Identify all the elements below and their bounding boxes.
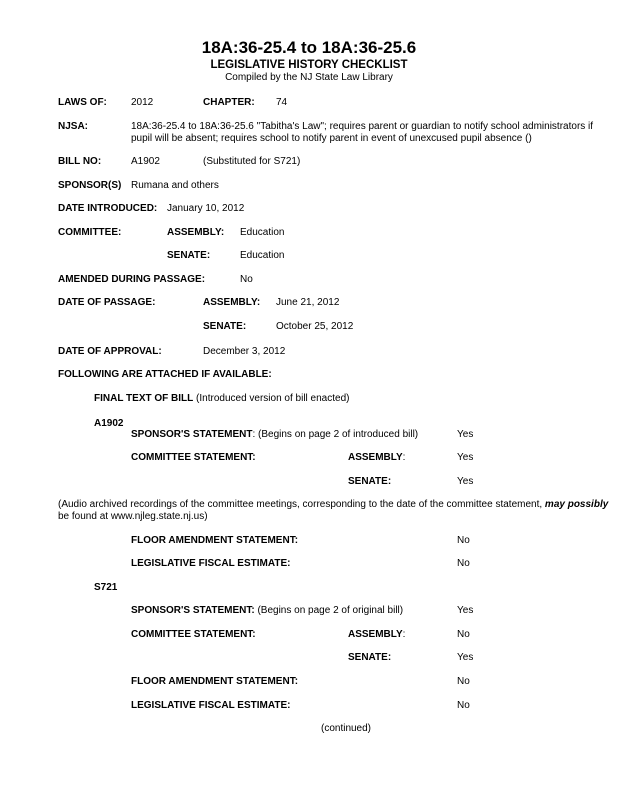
s721-assembly-row [348,629,405,641]
laws-of-value: 2012 [131,97,154,108]
attached-heading: FOLLOWING ARE ATTACHED IF AVAILABLE: [58,369,272,380]
a1902-assembly-label: ASSEMBLY [348,452,403,463]
passage-senate-label: SENATE: [203,321,247,332]
date-introduced-value: January 10, 2012 [167,203,245,214]
committee-senate-value: Education [240,250,285,261]
a1902-sponsor-value: Yes [457,429,474,440]
laws-of-label: LAWS OF: [58,97,107,108]
date-of-approval-label: DATE OF APPROVAL: [58,346,162,357]
s721-committee-label: COMMITTEE STATEMENT: [131,629,256,640]
bill-no-label: BILL NO: [58,156,102,167]
a1902-senate-value: Yes [457,476,474,487]
page-title: 18A:36-25.4 to 18A:36-25.6 [201,38,417,57]
a1902-committee-label: COMMITTEE STATEMENT: [131,452,256,463]
final-text-label: FINAL TEXT OF BILL [94,393,194,404]
njsa-line-1: 18A:36-25.4 to 18A:36-25.6 "Tabitha's Law"; requires parent or guardian to notify school administrators if [131,121,594,132]
committee-assembly-value: Education [240,227,285,238]
passage-assembly-label: ASSEMBLY: [203,297,261,308]
audio-note-emphasis: may possibly [544,499,609,510]
compiled-by: Compiled by the NJ State Law Library [225,72,393,83]
a1902-sponsor-row [131,429,418,441]
s721-sponsor-value: Yes [457,605,474,616]
audio-note-line-2: be found at www.njleg.state.nj.us) [58,511,208,522]
a1902-floor-label: FLOOR AMENDMENT STATEMENT: [131,535,299,546]
s721-senate-value: Yes [457,652,474,663]
a1902-assembly-row [348,452,405,464]
a1902-heading: A1902 [94,418,124,429]
njsa-line-2: pupil will be absent; requires school to notify parent in event of unexcused pupil absence () [131,133,532,144]
a1902-senate-label: SENATE: [348,476,392,487]
s721-floor-value: No [457,676,470,687]
sponsor-label: SPONSOR(S) [58,180,122,191]
njsa-label: NJSA: [58,121,89,132]
a1902-floor-value: No [457,535,470,546]
a1902-assembly-value: Yes [457,452,474,463]
a1902-assembly-colon: : [402,452,406,463]
s721-assembly-label: ASSEMBLY [348,629,403,640]
amended-label: AMENDED DURING PASSAGE: [58,274,206,285]
s721-assembly-value: No [457,629,470,640]
a1902-fiscal-label: LEGISLATIVE FISCAL ESTIMATE: [131,558,291,569]
continued-note: (continued) [320,723,372,734]
s721-sponsor-note: (Begins on page 2 of original bill) [254,605,404,616]
date-introduced-label: DATE INTRODUCED: [58,203,158,214]
passage-senate-value: October 25, 2012 [276,321,354,332]
date-of-passage-label: DATE OF PASSAGE: [58,297,156,308]
committee-label: COMMITTEE: [58,227,122,238]
page-subtitle: LEGISLATIVE HISTORY CHECKLIST [210,59,408,71]
committee-assembly-label: ASSEMBLY: [167,227,225,238]
chapter-value: 74 [276,97,288,108]
final-text-row [94,393,349,405]
a1902-sponsor-note: : (Begins on page 2 of introduced bill) [252,429,419,440]
date-of-approval-value: December 3, 2012 [203,346,286,357]
final-text-note: (Introduced version of bill enacted) [193,393,350,404]
s721-sponsor-row [131,605,403,617]
amended-value: No [240,274,253,285]
passage-assembly-value: June 21, 2012 [276,297,340,308]
s721-sponsor-label: SPONSOR'S STATEMENT: [131,605,255,616]
s721-fiscal-value: No [457,700,470,711]
bill-substituted-note: (Substituted for S721) [203,156,301,167]
a1902-fiscal-value: No [457,558,470,569]
s721-fiscal-label: LEGISLATIVE FISCAL ESTIMATE: [131,700,291,711]
audio-note-text: (Audio archived recordings of the committee meetings, corresponding to the date of the committee statement, [58,499,545,510]
s721-heading: S721 [94,582,118,593]
s721-floor-label: FLOOR AMENDMENT STATEMENT: [131,676,299,687]
chapter-label: CHAPTER: [203,97,255,108]
sponsor-value: Rumana and others [131,180,219,191]
bill-no-value: A1902 [131,156,160,167]
a1902-sponsor-label: SPONSOR'S STATEMENT [131,429,253,440]
audio-note-line-1 [58,499,608,511]
s721-assembly-colon: : [402,629,406,640]
s721-senate-label: SENATE: [348,652,392,663]
committee-senate-label: SENATE: [167,250,211,261]
